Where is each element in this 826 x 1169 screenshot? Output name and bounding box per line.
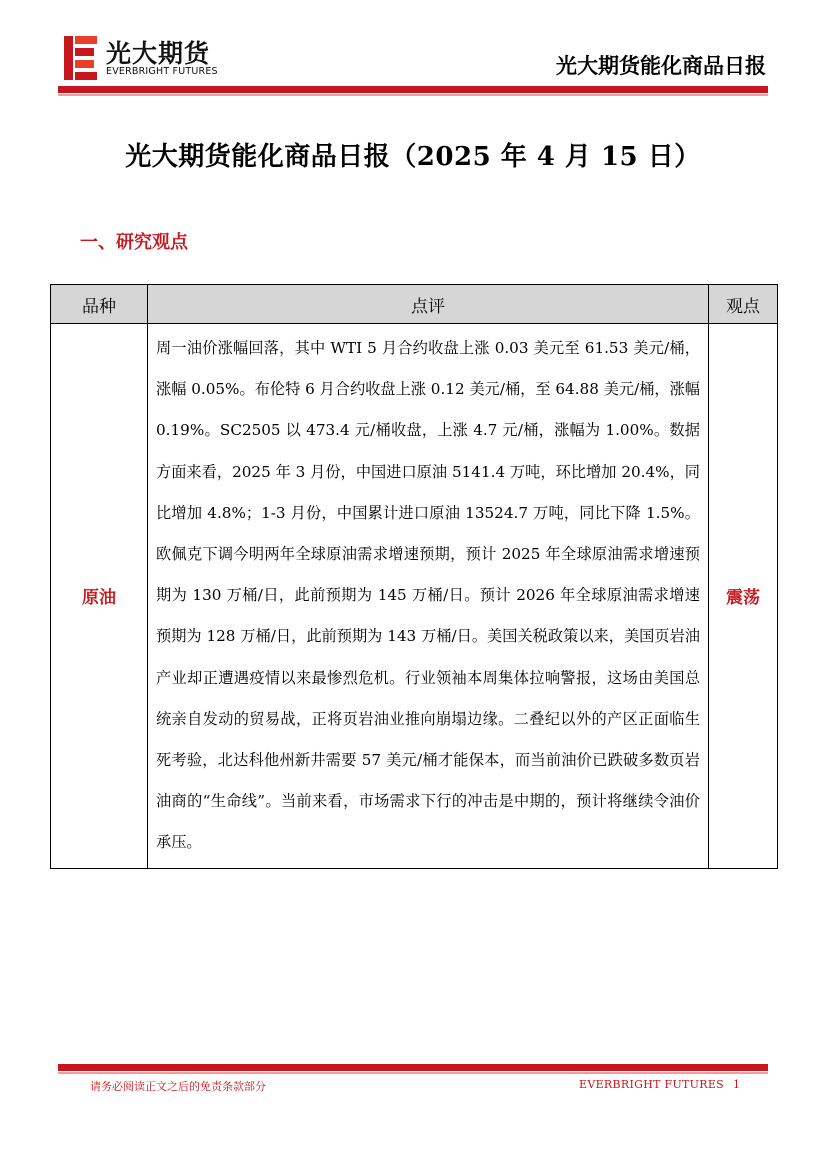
comment-cell [148,324,709,869]
everbright-logo-icon [64,36,98,80]
logo-english-name: EVERBRIGHT FUTURES [106,66,218,77]
footer-disclaimer: 请务必阅读正文之后的免责条款部分 [90,1080,266,1093]
page-number: 1 [733,1078,740,1091]
footer-divider [58,1064,768,1071]
header-comment: 点评 [148,285,709,324]
table-row [51,324,778,869]
logo-chinese-name: 光大期货 [106,39,211,68]
header-view: 观点 [709,285,778,324]
header-divider-shadow [58,94,768,96]
view-cell: 震荡 [709,324,778,869]
page-title: 光大期货能化商品日报（2025 年 4 月 15 日） [125,142,701,172]
variety-cell: 原油 [51,324,148,869]
report-name: 光大期货能化商品日报 [556,53,766,78]
footer-divider-shadow [58,1072,768,1074]
comment-text: 周一油价涨幅回落，其中 WTI 5 月合约收盘上涨 0.03 美元至 61.53 美元/桶，涨幅 0.05%。布伦特 6 月合约收盘上涨 0.12 美元/桶，至 64.88 美元/桶，涨幅 0.19%。SC2505 以 473.4 元/桶收盘，上涨 4.7 元/桶，涨幅为 1.00%。数据方面来看，2025 年 3 月份，中国进口原油 5141.4 万吨，环比增加 20.4%，同比增加 4.8%；1-3 月份，中国累计进口原油 13524.7 万吨，同比下降 1.5%。欧佩克下调今明两年全球原油需求增速预期，预计 2025 年全球原油需求增速预期为 130 万桶/日，此前预期为 145 万桶/日。预计 2026 年全球原油需求增速预期为 128 万桶/日，此前预期为 143 万桶/日。美国关税政策以来，美国页岩油产业却正遭遇疫情以来最惨烈危机。行业领袖本周集体拉响警报，这场由美国总统亲自发动的贸易战，正将页岩油业推向崩塌边缘。二叠纪以外的产区正面临生死考验，北达科他州新井需要 57 美元/桶才能保本，而当前油价已跌破多数页岩油商的“生命线”。当前来看，市场需求下行的冲击是中期的，预计将继续令油价承压。 [156,339,700,852]
header-variety: 品种 [51,285,148,324]
footer-company: EVERBRIGHT FUTURES [579,1078,724,1091]
table-header-row [51,285,778,324]
header-divider [58,86,768,93]
section-heading: 一、研究观点 [80,232,188,253]
research-view-table [50,284,778,869]
company-logo [64,36,264,82]
